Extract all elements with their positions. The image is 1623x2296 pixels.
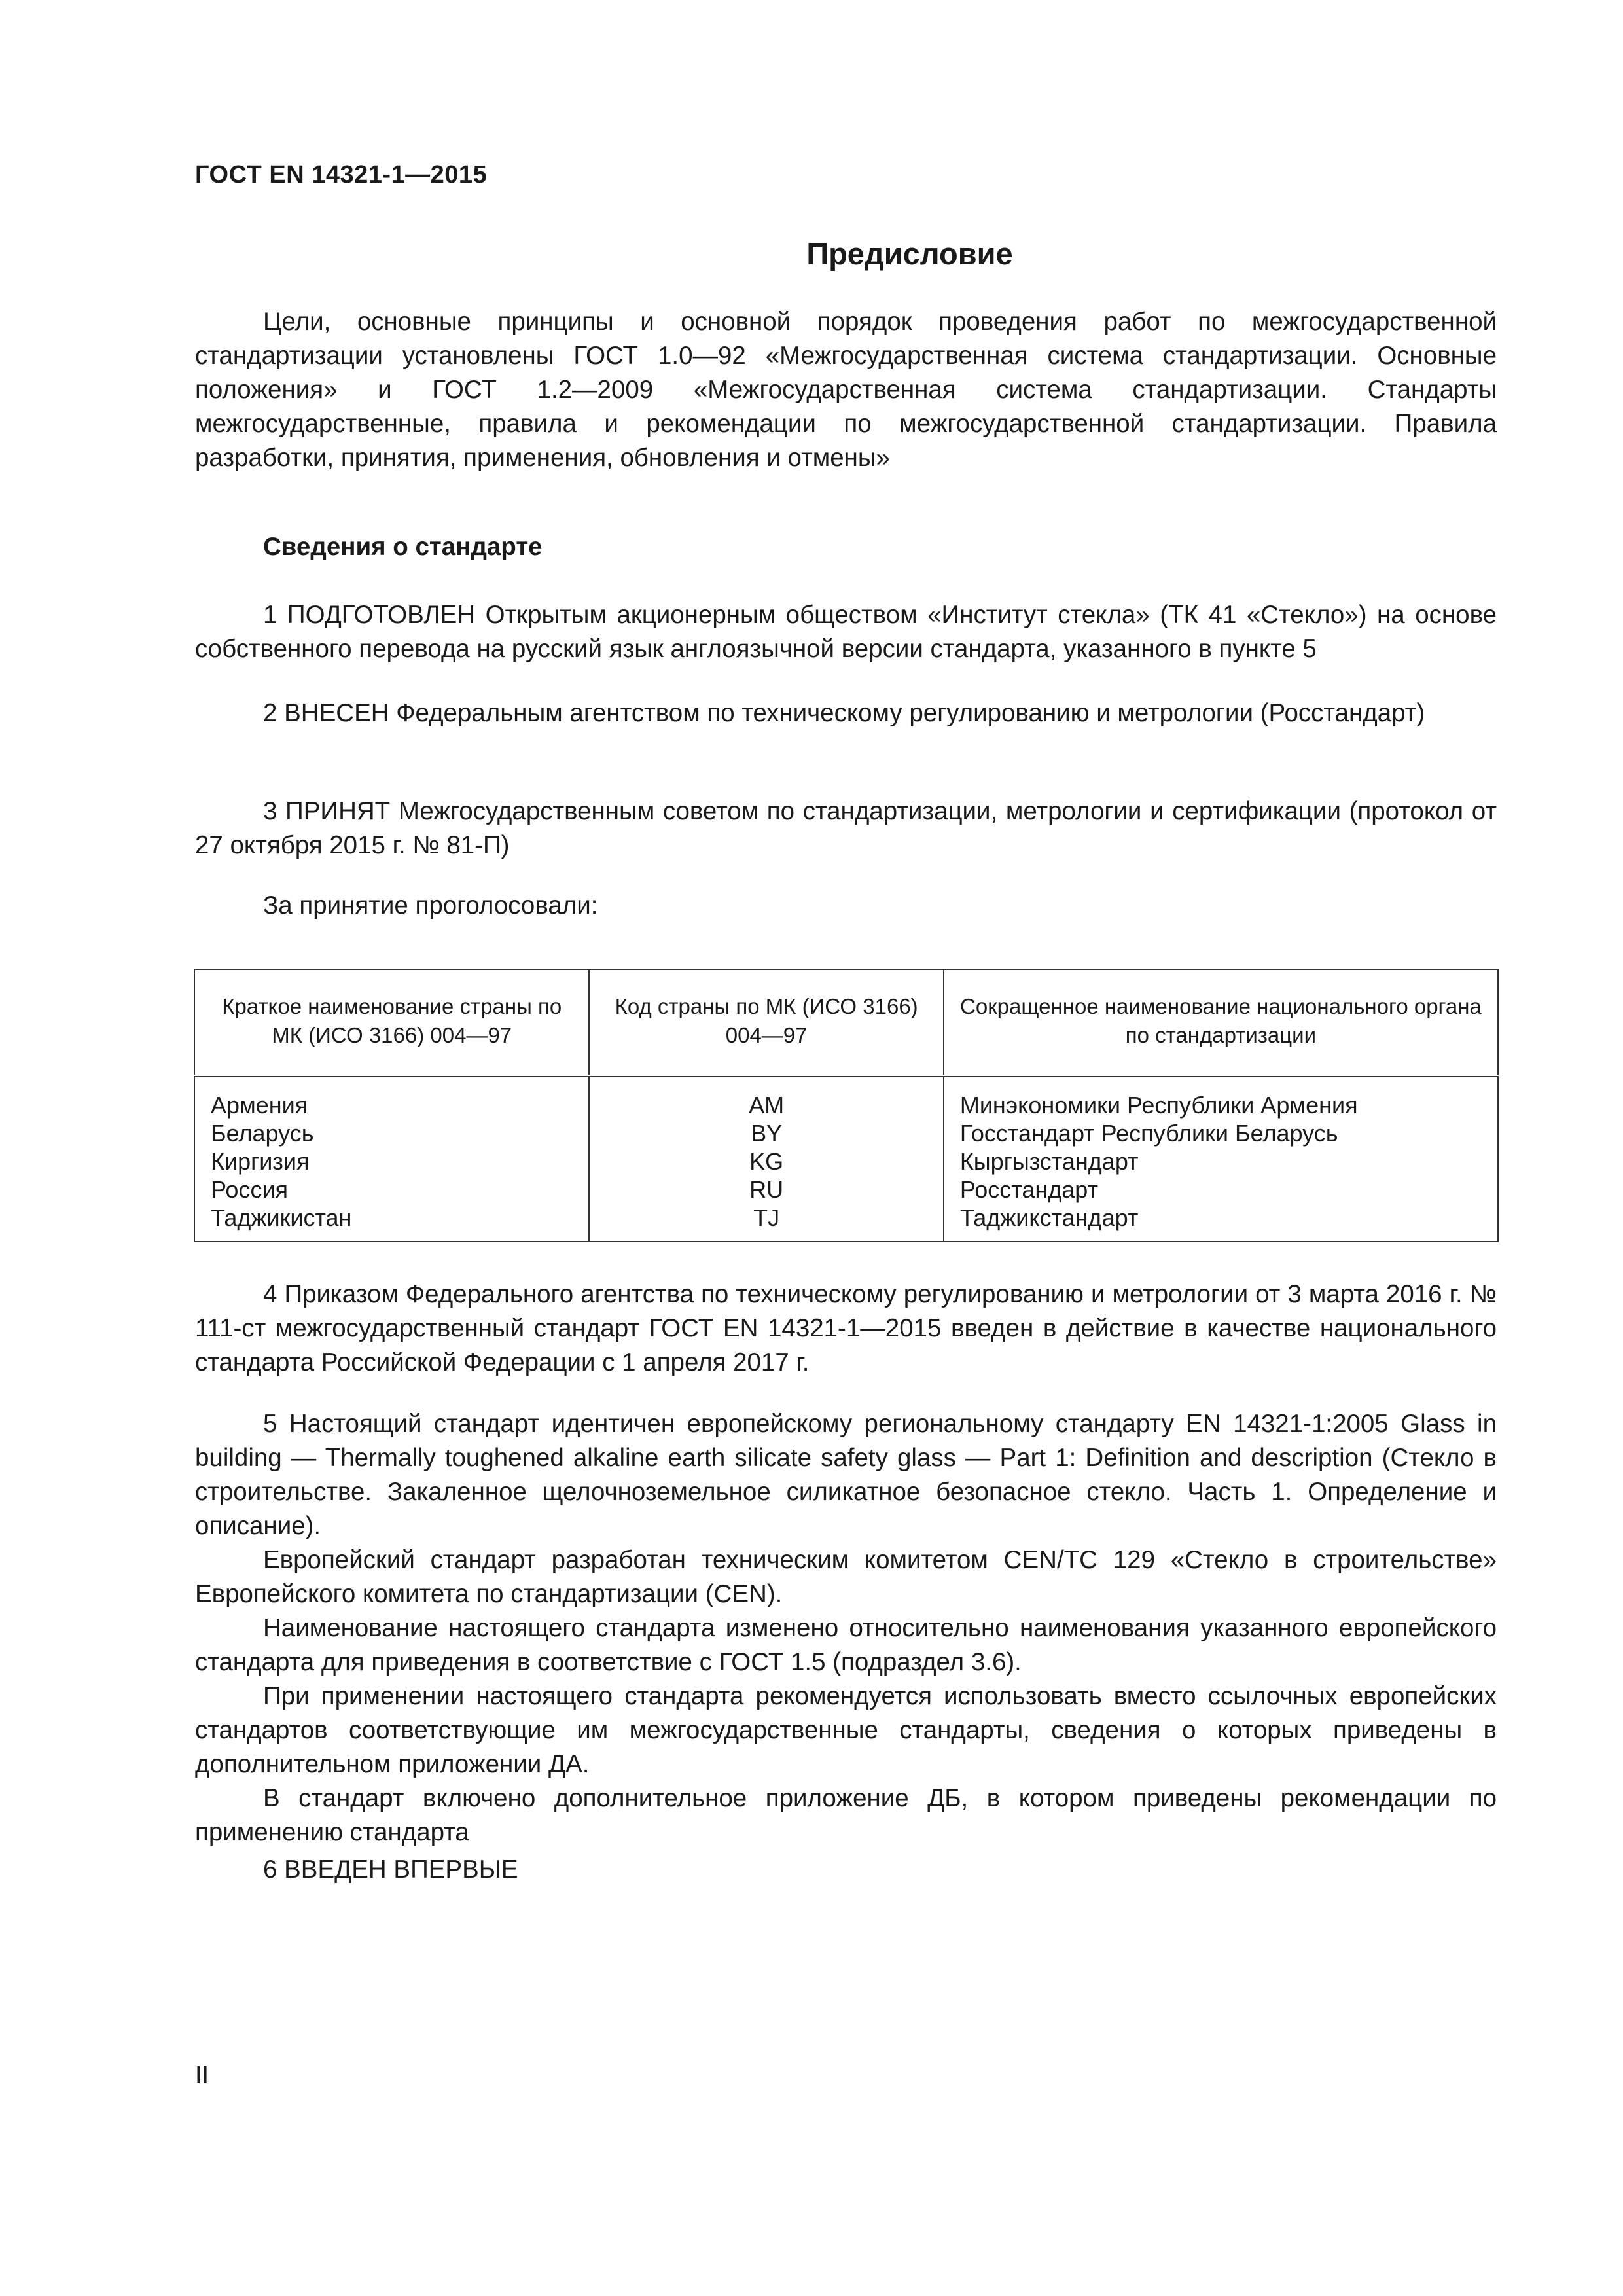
item-2-paragraph: 2 ВНЕСЕН Федеральным агентством по техническому регулированию и метрологии (Росстандарт) <box>263 699 1425 727</box>
document-id-header: ГОСТ EN 14321-1—2015 <box>195 161 488 188</box>
item-5-name-change: Наименование настоящего стандарта изменено относительно наименования указанного европейского стандарта для приведения в соответствие с ГОСТ 1.5 (подраздел 3.6). <box>195 1614 1497 1676</box>
cell-body: Таджикстандарт <box>944 1204 1498 1242</box>
cell-code: AM <box>589 1076 943 1120</box>
table-row <box>194 1204 1498 1242</box>
cell-country: Киргизия <box>194 1147 589 1175</box>
header-code: Код страны по МК (ИСО 3166) 004—97 <box>589 969 943 1076</box>
intro-paragraph: Цели, основные принципы и основной порядок проведения работ по межгосударственной стандартизации установлены ГОСТ 1.0—92 «Межгосударственная система стандартизации. Основные положения» и ГОСТ 1.2—2009 «Межгосударственная система стандартизации. Стандарты межгосударственные, правила и рекомендации по межгосударственной стандартизации. Правила разработки, принятия, применения, обновления и отмены» <box>195 308 1497 472</box>
cell-body: Госстандарт Республики Беларусь <box>944 1119 1498 1147</box>
item-1-block <box>195 598 1497 666</box>
cell-country: Беларусь <box>194 1119 589 1147</box>
item-2-block <box>195 696 1497 730</box>
header-country: Краткое наименование страны по МК (ИСО 3166) 004—97 <box>194 969 589 1076</box>
cell-code: RU <box>589 1175 943 1204</box>
header-body: Сокращенное наименование национального органа по стандартизации <box>944 969 1498 1076</box>
voted-label: За принятие проголосовали: <box>263 891 598 920</box>
voting-table <box>194 969 1499 1242</box>
section-heading: Сведения о стандарте <box>263 533 543 561</box>
cell-country: Армения <box>194 1076 589 1120</box>
cell-body: Минэкономики Республики Армения <box>944 1076 1498 1120</box>
cell-body: Росстандарт <box>944 1175 1498 1204</box>
cell-country: Россия <box>194 1175 589 1204</box>
item-4-block <box>195 1278 1497 1380</box>
table-row <box>194 1119 1498 1147</box>
intro-block <box>195 305 1497 475</box>
item-5-appendix: В стандарт включено дополнительное приложение ДБ, в котором приведены рекомендации по применению стандарта <box>195 1784 1497 1846</box>
cell-code: TJ <box>589 1204 943 1242</box>
cell-country: Таджикистан <box>194 1204 589 1242</box>
page-number: II <box>195 2062 209 2089</box>
cell-body: Кыргызстандарт <box>944 1147 1498 1175</box>
item-6-line: 6 ВВЕДЕН ВПЕРВЫЕ <box>263 1856 518 1884</box>
item-1-paragraph: 1 ПОДГОТОВЛЕН Открытым акционерным обществом «Институт стекла» (ТК 41 «Стекло») на основе собственного перевода на русский язык англоязычной версии стандарта, указанного в пункте 5 <box>195 601 1497 663</box>
item-5-block <box>195 1407 1497 1850</box>
item-3-block <box>195 795 1497 863</box>
page-title: Предисловие <box>806 236 1013 271</box>
table-row <box>194 1076 1498 1120</box>
cell-code: KG <box>589 1147 943 1175</box>
table-header-row <box>194 969 1498 1076</box>
item-5-references: При применении настоящего стандарта рекомендуется использовать вместо ссылочных европейских стандартов соответствующие им межгосударственные стандарты, сведения о которых приведены в дополнительном приложении ДА. <box>195 1682 1497 1778</box>
table-row <box>194 1147 1498 1175</box>
item-5-paragraph: 5 Настоящий стандарт идентичен европейскому региональному стандарту EN 14321-1:2005 Glass in building — Thermally toughened alkaline earth silicate safety glass — Part 1: Definition and description (Стекло в строительстве. Закаленное щелочноземельное силикатное безопасное стекло. Часть 1. Определение и описание). <box>195 1410 1497 1540</box>
item-3-paragraph: 3 ПРИНЯТ Межгосударственным советом по стандартизации, метрологии и сертификации (протокол от 27 октября 2015 г. № 81-П) <box>195 797 1497 859</box>
item-5-european-committee: Европейский стандарт разработан техническим комитетом CEN/TC 129 «Стекло в строительстве» Европейского комитета по стандартизации (CEN). <box>195 1546 1497 1608</box>
cell-code: BY <box>589 1119 943 1147</box>
item-4-paragraph: 4 Приказом Федерального агентства по техническому регулированию и метрологии от 3 марта 2016 г. № 111-ст межгосударственный стандарт ГОСТ EN 14321-1—2015 введен в действие в качестве национального стандарта Российской Федерации с 1 апреля 2017 г. <box>195 1280 1497 1376</box>
table-row <box>194 1175 1498 1204</box>
